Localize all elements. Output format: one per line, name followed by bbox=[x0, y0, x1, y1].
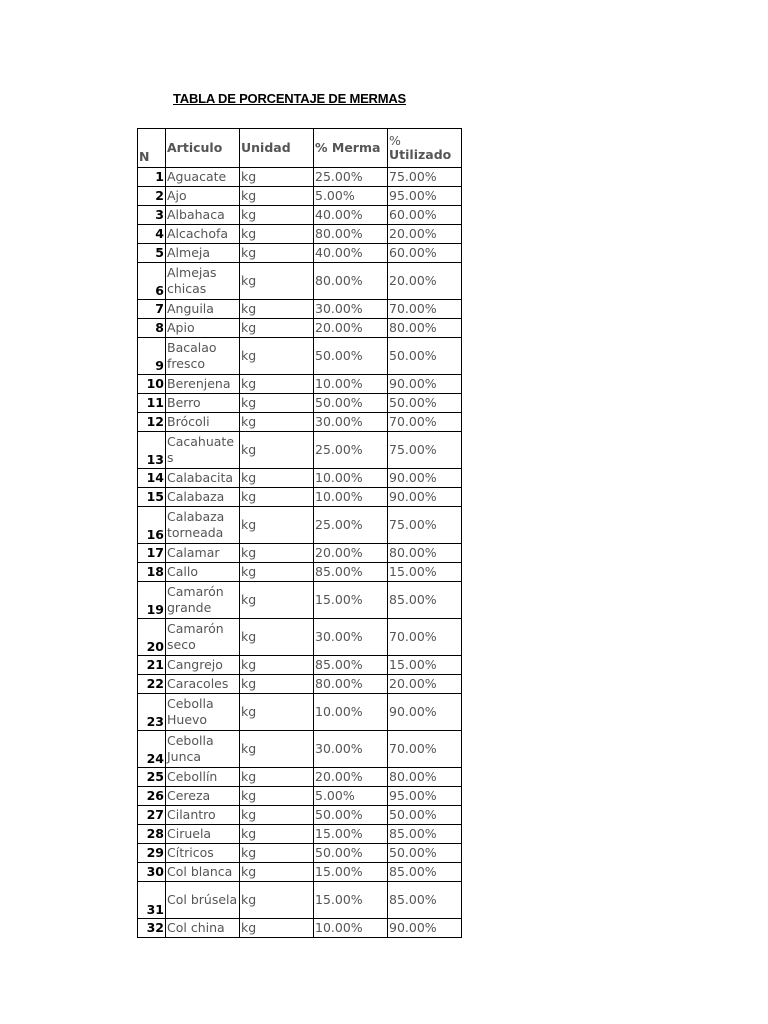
row-unidad: kg bbox=[240, 263, 314, 300]
row-unidad: kg bbox=[240, 300, 314, 319]
table-row bbox=[138, 919, 462, 938]
row-articulo bbox=[166, 882, 240, 919]
row-articulo-line: Camarón bbox=[167, 621, 224, 636]
table-row bbox=[138, 338, 462, 375]
row-articulo bbox=[166, 787, 240, 806]
row-utilizado: 80.00% bbox=[388, 768, 462, 787]
row-unidad: kg bbox=[240, 919, 314, 938]
row-articulo-line: grande bbox=[167, 600, 212, 615]
row-unidad: kg bbox=[240, 319, 314, 338]
row-number: 26 bbox=[138, 787, 166, 806]
table-row bbox=[138, 694, 462, 731]
table-row bbox=[138, 507, 462, 544]
row-articulo bbox=[166, 300, 240, 319]
row-utilizado: 85.00% bbox=[388, 825, 462, 844]
row-unidad: kg bbox=[240, 507, 314, 544]
row-unidad: kg bbox=[240, 825, 314, 844]
row-articulo bbox=[166, 413, 240, 432]
row-merma: 30.00% bbox=[314, 300, 388, 319]
row-number: 9 bbox=[138, 338, 166, 375]
row-articulo-line: Apio bbox=[167, 320, 195, 335]
row-number: 6 bbox=[138, 263, 166, 300]
row-utilizado: 85.00% bbox=[388, 582, 462, 619]
table-row bbox=[138, 413, 462, 432]
row-articulo bbox=[166, 694, 240, 731]
row-utilizado: 60.00% bbox=[388, 244, 462, 263]
row-merma: 15.00% bbox=[314, 863, 388, 882]
row-articulo bbox=[166, 375, 240, 394]
table-row bbox=[138, 206, 462, 225]
row-articulo bbox=[166, 919, 240, 938]
table-header-row bbox=[138, 129, 462, 168]
row-utilizado: 70.00% bbox=[388, 300, 462, 319]
row-articulo bbox=[166, 319, 240, 338]
row-merma: 30.00% bbox=[314, 619, 388, 656]
row-unidad: kg bbox=[240, 787, 314, 806]
row-merma: 20.00% bbox=[314, 768, 388, 787]
row-number: 24 bbox=[138, 731, 166, 768]
row-number: 29 bbox=[138, 844, 166, 863]
row-merma: 50.00% bbox=[314, 394, 388, 413]
row-merma: 15.00% bbox=[314, 582, 388, 619]
row-merma: 25.00% bbox=[314, 168, 388, 187]
row-number: 13 bbox=[138, 432, 166, 469]
row-number: 30 bbox=[138, 863, 166, 882]
row-number: 15 bbox=[138, 488, 166, 507]
row-unidad: kg bbox=[240, 469, 314, 488]
row-articulo-line: Calabacita bbox=[167, 470, 234, 485]
row-articulo-line: Col blanca bbox=[167, 864, 233, 879]
row-articulo-line: Ajo bbox=[167, 188, 187, 203]
row-articulo bbox=[166, 619, 240, 656]
table-row bbox=[138, 582, 462, 619]
row-utilizado: 20.00% bbox=[388, 675, 462, 694]
table-row bbox=[138, 787, 462, 806]
row-merma: 80.00% bbox=[314, 225, 388, 244]
header-merma: % Merma bbox=[314, 129, 388, 168]
row-utilizado: 90.00% bbox=[388, 375, 462, 394]
header-utilizado-line2: Utilizado bbox=[389, 147, 452, 162]
table-row bbox=[138, 225, 462, 244]
row-utilizado: 20.00% bbox=[388, 263, 462, 300]
row-merma: 5.00% bbox=[314, 787, 388, 806]
row-articulo-line: Cebollín bbox=[167, 769, 218, 784]
row-merma: 10.00% bbox=[314, 488, 388, 507]
row-unidad: kg bbox=[240, 544, 314, 563]
table-row bbox=[138, 432, 462, 469]
row-articulo-line: Almejas bbox=[167, 265, 217, 280]
row-merma: 25.00% bbox=[314, 432, 388, 469]
row-articulo-line: Bacalao bbox=[167, 340, 217, 355]
row-articulo-line: Berenjena bbox=[167, 376, 231, 391]
row-utilizado: 75.00% bbox=[388, 432, 462, 469]
row-unidad: kg bbox=[240, 432, 314, 469]
row-articulo-line: Calamar bbox=[167, 545, 220, 560]
row-unidad: kg bbox=[240, 375, 314, 394]
row-utilizado: 50.00% bbox=[388, 844, 462, 863]
row-utilizado: 60.00% bbox=[388, 206, 462, 225]
row-merma: 50.00% bbox=[314, 806, 388, 825]
table-row bbox=[138, 844, 462, 863]
row-number: 27 bbox=[138, 806, 166, 825]
header-unidad: Unidad bbox=[240, 129, 314, 168]
row-unidad: kg bbox=[240, 882, 314, 919]
row-utilizado: 15.00% bbox=[388, 656, 462, 675]
row-articulo bbox=[166, 488, 240, 507]
row-articulo-line: Camarón bbox=[167, 584, 224, 599]
row-merma: 5.00% bbox=[314, 187, 388, 206]
table-row bbox=[138, 263, 462, 300]
row-unidad: kg bbox=[240, 619, 314, 656]
row-articulo-line: Cilantro bbox=[167, 807, 216, 822]
row-articulo-line: Col china bbox=[167, 920, 225, 935]
row-number: 5 bbox=[138, 244, 166, 263]
row-merma: 20.00% bbox=[314, 544, 388, 563]
row-utilizado: 85.00% bbox=[388, 882, 462, 919]
row-articulo-line: fresco bbox=[167, 356, 205, 371]
row-number: 14 bbox=[138, 469, 166, 488]
row-articulo-line: Ciruela bbox=[167, 826, 212, 841]
row-unidad: kg bbox=[240, 488, 314, 507]
row-articulo bbox=[166, 582, 240, 619]
row-articulo bbox=[166, 806, 240, 825]
row-merma: 85.00% bbox=[314, 656, 388, 675]
row-unidad: kg bbox=[240, 731, 314, 768]
row-number: 23 bbox=[138, 694, 166, 731]
row-number: 18 bbox=[138, 563, 166, 582]
row-articulo-line: s bbox=[167, 450, 174, 465]
row-articulo bbox=[166, 844, 240, 863]
row-utilizado: 70.00% bbox=[388, 619, 462, 656]
row-articulo-line: chicas bbox=[167, 281, 207, 296]
row-number: 4 bbox=[138, 225, 166, 244]
row-utilizado: 80.00% bbox=[388, 319, 462, 338]
row-articulo-line: Brócoli bbox=[167, 414, 210, 429]
row-number: 21 bbox=[138, 656, 166, 675]
row-articulo-line: Huevo bbox=[167, 712, 208, 727]
row-number: 25 bbox=[138, 768, 166, 787]
row-unidad: kg bbox=[240, 563, 314, 582]
row-number: 10 bbox=[138, 375, 166, 394]
row-articulo-line: Junca bbox=[167, 749, 202, 764]
row-articulo-line: Cítricos bbox=[167, 845, 214, 860]
row-unidad: kg bbox=[240, 413, 314, 432]
row-articulo-line: Cereza bbox=[167, 788, 211, 803]
table-row bbox=[138, 244, 462, 263]
row-merma: 40.00% bbox=[314, 206, 388, 225]
row-utilizado: 90.00% bbox=[388, 694, 462, 731]
row-articulo-line: Cacahuate bbox=[167, 434, 235, 449]
row-number: 1 bbox=[138, 168, 166, 187]
row-unidad: kg bbox=[240, 582, 314, 619]
row-unidad: kg bbox=[240, 168, 314, 187]
row-merma: 80.00% bbox=[314, 675, 388, 694]
row-number: 16 bbox=[138, 507, 166, 544]
row-unidad: kg bbox=[240, 656, 314, 675]
row-articulo-line: seco bbox=[167, 637, 196, 652]
table-row bbox=[138, 656, 462, 675]
table-row bbox=[138, 882, 462, 919]
row-merma: 85.00% bbox=[314, 563, 388, 582]
row-articulo-line: Cebolla bbox=[167, 696, 214, 711]
row-merma: 80.00% bbox=[314, 263, 388, 300]
row-articulo bbox=[166, 731, 240, 768]
row-merma: 30.00% bbox=[314, 413, 388, 432]
row-number: 8 bbox=[138, 319, 166, 338]
row-utilizado: 95.00% bbox=[388, 787, 462, 806]
row-unidad: kg bbox=[240, 206, 314, 225]
row-utilizado: 75.00% bbox=[388, 507, 462, 544]
header-articulo: Articulo bbox=[166, 129, 240, 168]
row-unidad: kg bbox=[240, 806, 314, 825]
row-utilizado: 20.00% bbox=[388, 225, 462, 244]
header-utilizado-line1: % bbox=[389, 133, 401, 148]
table-row bbox=[138, 394, 462, 413]
row-articulo-line: Aguacate bbox=[167, 169, 227, 184]
table-row bbox=[138, 544, 462, 563]
row-articulo-line: Cangrejo bbox=[167, 657, 223, 672]
row-articulo bbox=[166, 863, 240, 882]
row-articulo-line: Cebolla bbox=[167, 733, 214, 748]
table-row bbox=[138, 768, 462, 787]
row-articulo-line: torneada bbox=[167, 525, 224, 540]
row-articulo bbox=[166, 244, 240, 263]
row-articulo bbox=[166, 225, 240, 244]
row-utilizado: 95.00% bbox=[388, 187, 462, 206]
row-articulo bbox=[166, 263, 240, 300]
row-unidad: kg bbox=[240, 225, 314, 244]
row-number: 3 bbox=[138, 206, 166, 225]
row-number: 11 bbox=[138, 394, 166, 413]
row-articulo-line: Anguila bbox=[167, 301, 214, 316]
row-articulo bbox=[166, 825, 240, 844]
row-utilizado: 50.00% bbox=[388, 806, 462, 825]
row-utilizado: 80.00% bbox=[388, 544, 462, 563]
header-utilizado bbox=[388, 129, 462, 168]
table-row bbox=[138, 806, 462, 825]
row-merma: 30.00% bbox=[314, 731, 388, 768]
table-row bbox=[138, 675, 462, 694]
row-articulo bbox=[166, 563, 240, 582]
table-row bbox=[138, 375, 462, 394]
row-number: 2 bbox=[138, 187, 166, 206]
row-articulo-line: Almeja bbox=[167, 245, 211, 260]
row-utilizado: 70.00% bbox=[388, 413, 462, 432]
row-merma: 10.00% bbox=[314, 919, 388, 938]
row-merma: 10.00% bbox=[314, 469, 388, 488]
table-row bbox=[138, 731, 462, 768]
table-row bbox=[138, 825, 462, 844]
row-articulo bbox=[166, 432, 240, 469]
row-number: 12 bbox=[138, 413, 166, 432]
row-articulo-line: Col brúsela bbox=[167, 892, 238, 907]
row-merma: 50.00% bbox=[314, 338, 388, 375]
row-utilizado: 50.00% bbox=[388, 394, 462, 413]
table-row bbox=[138, 863, 462, 882]
row-articulo-line: Callo bbox=[167, 564, 198, 579]
header-n: N bbox=[138, 129, 166, 168]
row-articulo bbox=[166, 187, 240, 206]
row-merma: 25.00% bbox=[314, 507, 388, 544]
row-merma: 10.00% bbox=[314, 375, 388, 394]
table-row bbox=[138, 488, 462, 507]
table-row bbox=[138, 619, 462, 656]
row-utilizado: 50.00% bbox=[388, 338, 462, 375]
row-merma: 10.00% bbox=[314, 694, 388, 731]
row-number: 28 bbox=[138, 825, 166, 844]
row-utilizado: 15.00% bbox=[388, 563, 462, 582]
row-merma: 15.00% bbox=[314, 825, 388, 844]
row-utilizado: 90.00% bbox=[388, 488, 462, 507]
table-row bbox=[138, 469, 462, 488]
row-merma: 20.00% bbox=[314, 319, 388, 338]
row-utilizado: 85.00% bbox=[388, 863, 462, 882]
row-number: 32 bbox=[138, 919, 166, 938]
row-articulo bbox=[166, 507, 240, 544]
table-row bbox=[138, 187, 462, 206]
row-unidad: kg bbox=[240, 694, 314, 731]
row-unidad: kg bbox=[240, 675, 314, 694]
row-articulo bbox=[166, 768, 240, 787]
row-utilizado: 90.00% bbox=[388, 919, 462, 938]
row-articulo bbox=[166, 168, 240, 187]
row-articulo-line: Calabaza bbox=[167, 489, 225, 504]
row-articulo-line: Caracoles bbox=[167, 676, 229, 691]
row-unidad: kg bbox=[240, 394, 314, 413]
row-unidad: kg bbox=[240, 338, 314, 375]
row-number: 31 bbox=[138, 882, 166, 919]
row-merma: 15.00% bbox=[314, 882, 388, 919]
row-unidad: kg bbox=[240, 187, 314, 206]
row-utilizado: 90.00% bbox=[388, 469, 462, 488]
table-row bbox=[138, 563, 462, 582]
row-merma: 50.00% bbox=[314, 844, 388, 863]
row-unidad: kg bbox=[240, 768, 314, 787]
row-articulo bbox=[166, 675, 240, 694]
row-number: 20 bbox=[138, 619, 166, 656]
row-number: 19 bbox=[138, 582, 166, 619]
row-merma: 40.00% bbox=[314, 244, 388, 263]
row-articulo bbox=[166, 394, 240, 413]
row-articulo bbox=[166, 206, 240, 225]
table-row bbox=[138, 300, 462, 319]
table-row bbox=[138, 319, 462, 338]
row-articulo-line: Albahaca bbox=[167, 207, 225, 222]
row-unidad: kg bbox=[240, 244, 314, 263]
row-articulo-line: Berro bbox=[167, 395, 201, 410]
row-number: 7 bbox=[138, 300, 166, 319]
row-number: 22 bbox=[138, 675, 166, 694]
row-number: 17 bbox=[138, 544, 166, 563]
row-unidad: kg bbox=[240, 844, 314, 863]
row-utilizado: 70.00% bbox=[388, 731, 462, 768]
row-articulo bbox=[166, 544, 240, 563]
row-articulo bbox=[166, 338, 240, 375]
row-articulo-line: Calabaza bbox=[167, 509, 225, 524]
row-utilizado: 75.00% bbox=[388, 168, 462, 187]
row-articulo bbox=[166, 469, 240, 488]
mermas-table bbox=[137, 128, 462, 938]
row-articulo-line: Alcachofa bbox=[167, 226, 229, 241]
page-title: TABLA DE PORCENTAJE DE MERMAS bbox=[173, 91, 407, 106]
row-articulo bbox=[166, 656, 240, 675]
table-row bbox=[138, 168, 462, 187]
row-unidad: kg bbox=[240, 863, 314, 882]
